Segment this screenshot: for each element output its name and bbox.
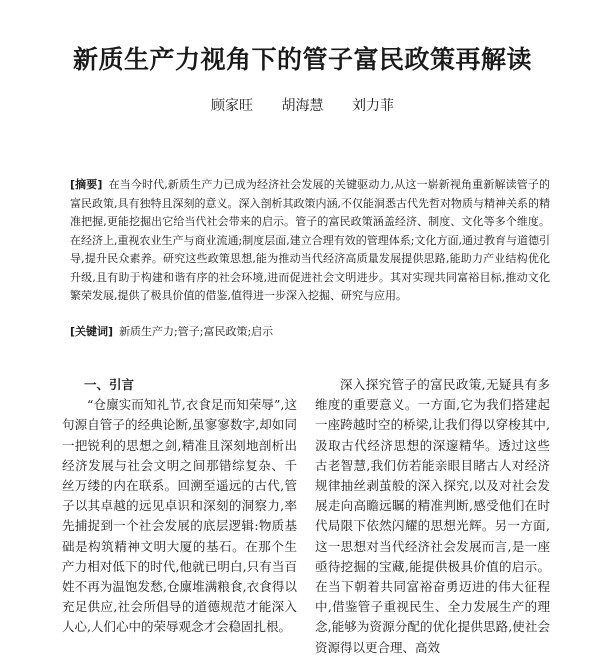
right-column: [315, 375, 550, 658]
author-list: [0, 95, 605, 115]
author-name: 胡海慧: [281, 98, 324, 114]
keywords-label: [关键词]: [70, 325, 114, 338]
keywords-block: [70, 323, 550, 341]
paper-title: 新质生产力视角下的管子富民政策再解读: [72, 45, 532, 74]
abstract-text: 在当今时代,新质生产力已成为经济社会发展的关键驱动力,从这一崭新视角重新解读管子的富民政策,具有独特且深刻的意义。深入剖析其政策内涵,不仅能洞悉古代先哲对物质与精神关系的精准把握,更能挖掘出它给当代社会带来的启示。管子的富民政策涵盖经济、制度、文化等多个维度。在经济上,重视农业生产与商业流通;制度层面,建立合理有效的管理体系;文化方面,通过教育与道德引导,提升民众素养。研究这些政策思想,能为推动当代经济高质量发展提供思路,能助力产业结构优化升级,且有助于构建和谐有序的社会环境,进而促进社会文明进步。其对实现共同富裕目标,推动文化繁荣发展,提供了极具价值的借鉴,值得进一步深入挖掘、研究与应用。: [70, 178, 550, 302]
abstract-label: [摘要]: [70, 178, 103, 191]
keywords-text: 新质生产力;管子;富民政策;启示: [119, 325, 274, 338]
author-name: 刘力菲: [351, 98, 394, 114]
section-heading-introduction: 一、引言: [84, 377, 135, 392]
author-name: 顾家旺: [211, 98, 254, 114]
left-column: [62, 375, 297, 638]
abstract-block: [70, 176, 550, 306]
body-paragraph: 深入探究管子的富民政策,无疑具有多维度的重要意义。一方面,它为我们搭建起一座跨越时空的桥梁,让我们得以穿梭其中,汲取古代经济思想的深邃精华。透过这些古老智慧,我们仿若能亲眼目睹古人对经济规律抽丝剥茧般的深入探究,以及对社会发展走向高瞻远瞩的精准判断,感受他们在时代局限下依然闪耀的思想光辉。另一方面,这一思想对当代经济社会发展而言,是一座亟待挖掘的宝藏,能提供极具价值的启示。在当下朝着共同富裕奋勇迈进的伟大征程中,借鉴管子重视民生、全力发展生产的理念,能够为资源分配的优化提供思路,使社会资源得以更合理、高效: [315, 377, 550, 655]
body-paragraph: “仓廪实而知礼节,衣食足而知荣辱”,这句源自管子的经典论断,虽寥寥数字,却如同一把锐利的思想之剑,精准且深刻地剖析出经济发展与社会文明之间那错综复杂、千丝万缕的内在联系。回溯至遥远的古代,管子以其卓越的远见卓识和深刻的洞察力,率先捕捉到一个社会发展的底层逻辑:物质基础是构筑精神文明大厦的基石。在那个生产力相对低下的时代,他就已明白,只有当百姓不再为温饱发愁,仓廪堆满粮食,衣食得以充足供应,社会所倡导的道德规范才能深入人心,人们心中的荣辱观念才会稳固扎根。: [62, 397, 297, 635]
